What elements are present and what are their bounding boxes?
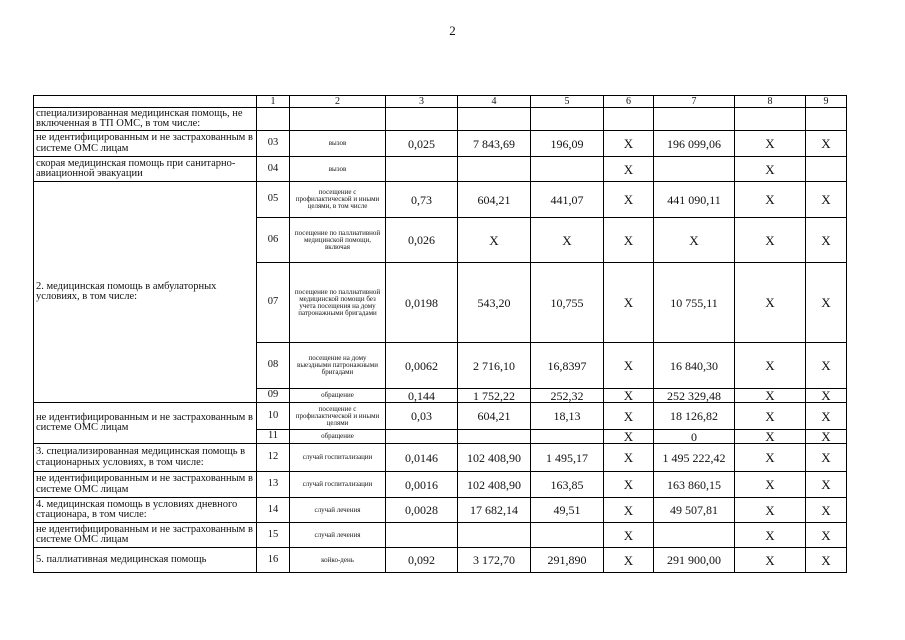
row-label: специализированная медицинская помощь, не включенная в ТП ОМС, в том числе: [34, 108, 257, 131]
cell-c7: 16 840,30 [654, 343, 735, 389]
cell-c3: 0,026 [386, 218, 458, 263]
table-row [34, 548, 847, 573]
cell-c6: Х [604, 263, 654, 343]
cell-unit: посещение по паллиативной медицинской помощи без учета посещения на дому патронажными бригадами [290, 263, 386, 343]
cell-c9: Х [806, 343, 847, 389]
cell-c7: 49 507,81 [654, 498, 735, 523]
cell-unit: вызов [290, 131, 386, 157]
table-row [34, 157, 847, 182]
cell-c8 [735, 108, 806, 131]
cell-c7: 18 126,82 [654, 403, 735, 430]
header-cell: 3 [386, 96, 458, 108]
table-row [34, 523, 847, 548]
cell-code: 12 [257, 444, 290, 472]
cell-code: 03 [257, 131, 290, 157]
cell-c8: Х [735, 403, 806, 430]
cell-c3 [386, 157, 458, 182]
cell-c8: Х [735, 218, 806, 263]
cell-c5: 16,8397 [531, 343, 604, 389]
cell-c7: Х [654, 218, 735, 263]
cell-c3: 0,0198 [386, 263, 458, 343]
cell-c8: Х [735, 430, 806, 444]
cell-c3: 0,092 [386, 548, 458, 573]
cell-c7 [654, 108, 735, 131]
cell-c9: Х [806, 131, 847, 157]
cell-c3 [386, 523, 458, 548]
cell-unit: случай госпитализации [290, 472, 386, 498]
cell-c5 [531, 108, 604, 131]
cell-code: 06 [257, 218, 290, 263]
cell-c6: Х [604, 498, 654, 523]
cell-c7: 0 [654, 430, 735, 444]
cell-unit: обращение [290, 389, 386, 403]
cell-unit: посещение с профилактической и иными целями [290, 403, 386, 430]
cell-c5: 252,32 [531, 389, 604, 403]
cell-c4: 17 682,14 [458, 498, 531, 523]
cell-c5 [531, 157, 604, 182]
row-label: 5. паллиативная медицинская помощь [34, 548, 257, 573]
cell-c3: 0,025 [386, 131, 458, 157]
cell-code: 16 [257, 548, 290, 573]
header-cell-empty [34, 96, 257, 108]
cell-c8: Х [735, 498, 806, 523]
table-row [34, 444, 847, 472]
cell-c8: Х [735, 548, 806, 573]
cell-c9: Х [806, 218, 847, 263]
cell-c5: 10,755 [531, 263, 604, 343]
cell-c7: 196 099,06 [654, 131, 735, 157]
cell-unit [290, 108, 386, 131]
cell-c4: Х [458, 218, 531, 263]
cell-c4: 102 408,90 [458, 444, 531, 472]
cell-c5: 1 495,17 [531, 444, 604, 472]
cell-c6: Х [604, 403, 654, 430]
cell-c4 [458, 157, 531, 182]
cell-unit: обращение [290, 430, 386, 444]
cell-unit: случай госпитализации [290, 444, 386, 472]
cell-c5 [531, 523, 604, 548]
cell-c7: 252 329,48 [654, 389, 735, 403]
cell-unit: случай лечения [290, 498, 386, 523]
header-cell: 2 [290, 96, 386, 108]
cell-c6: Х [604, 523, 654, 548]
cell-code: 07 [257, 263, 290, 343]
cell-unit: посещение с профилактической и иными целями, в том числе [290, 182, 386, 218]
cell-code: 04 [257, 157, 290, 182]
cell-c3: 0,144 [386, 389, 458, 403]
cell-c6: Х [604, 548, 654, 573]
cell-c4 [458, 523, 531, 548]
table-row [34, 182, 847, 218]
cell-c5 [531, 430, 604, 444]
cell-c9: Х [806, 403, 847, 430]
cell-c6: Х [604, 157, 654, 182]
cell-c9: Х [806, 548, 847, 573]
table-row [34, 108, 847, 131]
cell-c6: Х [604, 389, 654, 403]
cell-c6: Х [604, 472, 654, 498]
cell-c8: Х [735, 523, 806, 548]
cell-c5: 18,13 [531, 403, 604, 430]
cell-c7 [654, 523, 735, 548]
cell-c9 [806, 108, 847, 131]
table-row [34, 472, 847, 498]
cell-c8: Х [735, 389, 806, 403]
cell-unit: посещение на дому выездными патронажными бригадами [290, 343, 386, 389]
cell-c9: Х [806, 498, 847, 523]
cell-c3 [386, 108, 458, 131]
row-label: не идентифицированным и не застрахованным в системе ОМС лицам [34, 131, 257, 157]
cell-c5: 291,890 [531, 548, 604, 573]
table-row [34, 403, 847, 430]
cell-code: 05 [257, 182, 290, 218]
cell-c4: 102 408,90 [458, 472, 531, 498]
cell-c3: 0,0146 [386, 444, 458, 472]
cell-c4: 2 716,10 [458, 343, 531, 389]
cell-c4: 604,21 [458, 182, 531, 218]
cell-c5: 163,85 [531, 472, 604, 498]
row-label: не идентифицированным и не застрахованным в системе ОМС лицам [34, 403, 257, 444]
cell-unit: посещение по паллиативной медицинской помощи, включая [290, 218, 386, 263]
cell-c9 [806, 157, 847, 182]
cell-code [257, 108, 290, 131]
cell-c9: Х [806, 430, 847, 444]
cell-code: 11 [257, 430, 290, 444]
row-label: не идентифицированным и не застрахованным в системе ОМС лицам [34, 472, 257, 498]
cell-c7: 1 495 222,42 [654, 444, 735, 472]
cell-c8: Х [735, 182, 806, 218]
header-cell: 9 [806, 96, 847, 108]
cell-unit: койко-день [290, 548, 386, 573]
cell-c3: 0,0028 [386, 498, 458, 523]
row-label: 4. медицинская помощь в условиях дневного стационара, в том числе: [34, 498, 257, 523]
header-cell: 8 [735, 96, 806, 108]
cell-c6: Х [604, 343, 654, 389]
table-row [34, 131, 847, 157]
header-cell: 5 [531, 96, 604, 108]
cell-c3: 0,0062 [386, 343, 458, 389]
cell-c7: 441 090,11 [654, 182, 735, 218]
cell-c9: Х [806, 389, 847, 403]
cell-c6: Х [604, 131, 654, 157]
cell-c8: Х [735, 157, 806, 182]
cell-c4 [458, 430, 531, 444]
cell-unit: случай лечения [290, 523, 386, 548]
cell-c3: 0,03 [386, 403, 458, 430]
cell-c8: Х [735, 131, 806, 157]
cell-code: 15 [257, 523, 290, 548]
cell-c3 [386, 430, 458, 444]
cell-code: 08 [257, 343, 290, 389]
cell-c8: Х [735, 343, 806, 389]
header-row [34, 96, 847, 108]
page-number: 2 [449, 23, 456, 38]
cell-c9: Х [806, 263, 847, 343]
cell-c4: 604,21 [458, 403, 531, 430]
cell-c9: Х [806, 444, 847, 472]
row-label: 2. медицинская помощь в амбулаторных условиях, в том числе: [34, 182, 257, 403]
cell-c9: Х [806, 523, 847, 548]
data-table [33, 95, 847, 573]
cell-c6 [604, 108, 654, 131]
header-cell: 1 [257, 96, 290, 108]
row-label: не идентифицированным и не застрахованным в системе ОМС лицам [34, 523, 257, 548]
cell-c6: Х [604, 444, 654, 472]
cell-c8: Х [735, 263, 806, 343]
cell-c5: 441,07 [531, 182, 604, 218]
cell-code: 09 [257, 389, 290, 403]
row-label: 3. специализированная медицинская помощь в стационарных условиях, в том числе: [34, 444, 257, 472]
cell-c4: 7 843,69 [458, 131, 531, 157]
header-cell: 6 [604, 96, 654, 108]
cell-c4: 1 752,22 [458, 389, 531, 403]
cell-code: 14 [257, 498, 290, 523]
cell-c5: 196,09 [531, 131, 604, 157]
cell-c5: 49,51 [531, 498, 604, 523]
cell-c7: 10 755,11 [654, 263, 735, 343]
cell-c9: Х [806, 472, 847, 498]
cell-c7 [654, 157, 735, 182]
cell-code: 13 [257, 472, 290, 498]
cell-c6: Х [604, 430, 654, 444]
cell-c8: Х [735, 472, 806, 498]
header-cell: 4 [458, 96, 531, 108]
cell-c3: 0,73 [386, 182, 458, 218]
cell-unit: вызов [290, 157, 386, 182]
cell-c4 [458, 108, 531, 131]
header-cell: 7 [654, 96, 735, 108]
cell-c6: Х [604, 182, 654, 218]
row-label: скорая медицинская помощь при санитарно-авиационной эвакуации [34, 157, 257, 182]
cell-c7: 163 860,15 [654, 472, 735, 498]
table-row [34, 498, 847, 523]
cell-c8: Х [735, 444, 806, 472]
cell-c4: 3 172,70 [458, 548, 531, 573]
cell-c5: Х [531, 218, 604, 263]
cell-c7: 291 900,00 [654, 548, 735, 573]
cell-code: 10 [257, 403, 290, 430]
cell-c4: 543,20 [458, 263, 531, 343]
cell-c3: 0,0016 [386, 472, 458, 498]
cell-c9: Х [806, 182, 847, 218]
cell-c6: Х [604, 218, 654, 263]
